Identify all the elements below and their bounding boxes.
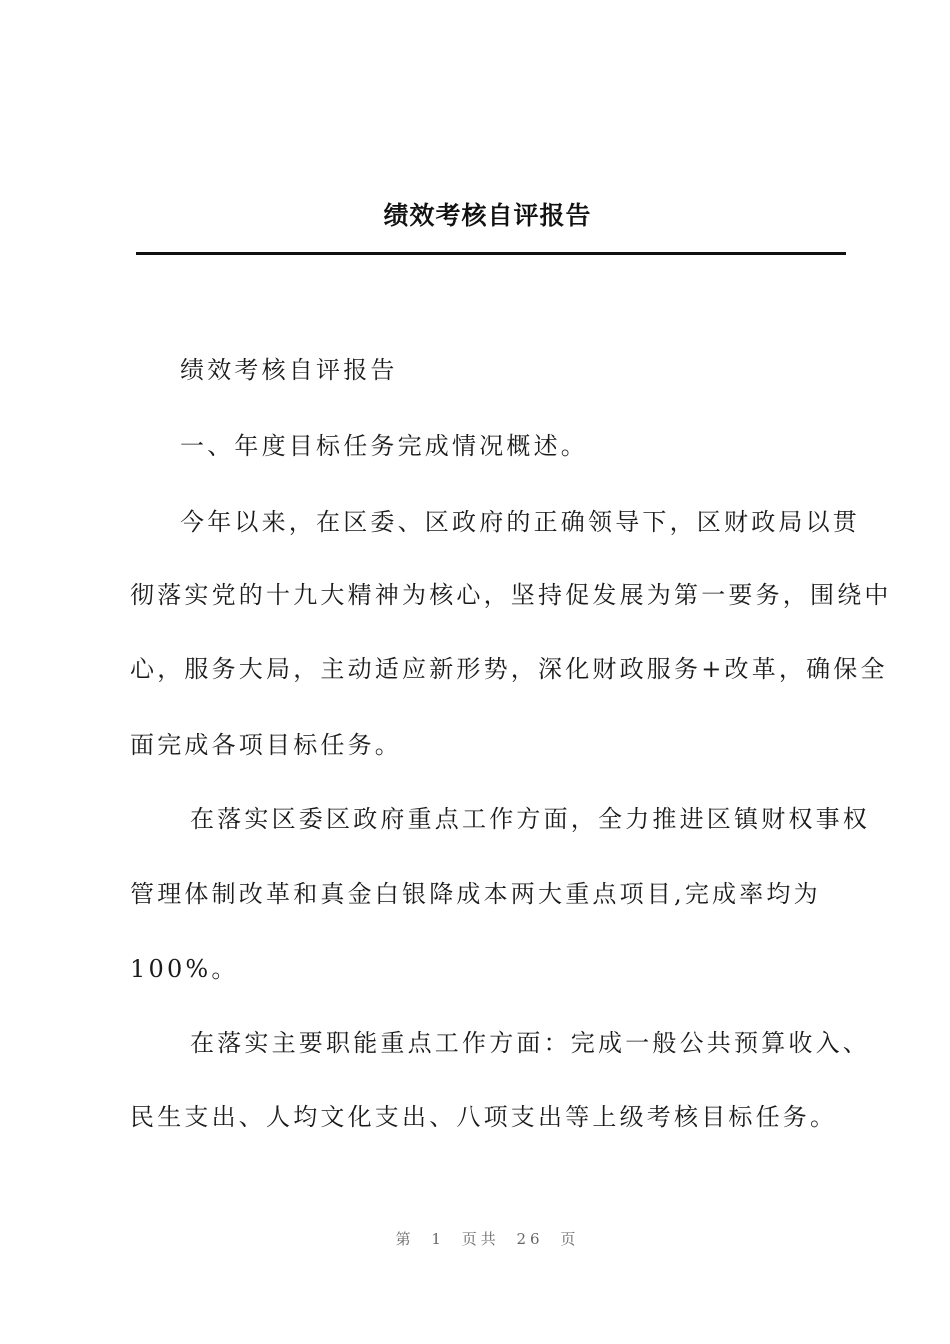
paragraph-line: 在落实主要职能重点工作方面：完成一般公共预算收入、 <box>190 1029 870 1057</box>
document-title: 绩效考核自评报告 <box>383 201 592 230</box>
paragraph-line: 今年以来，在区委、区政府的正确领导下，区财政局以贯 <box>180 508 860 536</box>
footer-page-number: 1 <box>431 1230 445 1248</box>
title-divider <box>136 252 846 255</box>
footer-suffix: 页 <box>560 1230 580 1248</box>
section-heading: 一、年度目标任务完成情况概述。 <box>180 432 588 460</box>
paragraph-line: 彻落实党的十九大精神为核心，坚持促发展为第一要务，围绕中 <box>130 581 892 609</box>
body-heading: 绩效考核自评报告 <box>180 356 398 384</box>
paragraph-line: 管理体制改革和真金白银降成本两大重点项目,完成率均为 <box>130 880 821 908</box>
paragraph-line: 100%。 <box>130 955 239 983</box>
footer-middle: 页共 <box>461 1230 500 1248</box>
paragraph-line: 面完成各项目标任务。 <box>130 731 402 759</box>
page-footer <box>0 1228 950 1249</box>
footer-prefix: 第 <box>395 1230 415 1248</box>
paragraph-line: 在落实区委区政府重点工作方面，全力推进区镇财权事权 <box>190 805 870 833</box>
paragraph-line: 心，服务大局，主动适应新形势，深化财政服务+改革，确保全 <box>130 655 888 683</box>
paragraph-line: 民生支出、人均文化支出、八项支出等上级考核目标任务。 <box>130 1103 838 1131</box>
footer-total-pages: 26 <box>516 1230 544 1248</box>
